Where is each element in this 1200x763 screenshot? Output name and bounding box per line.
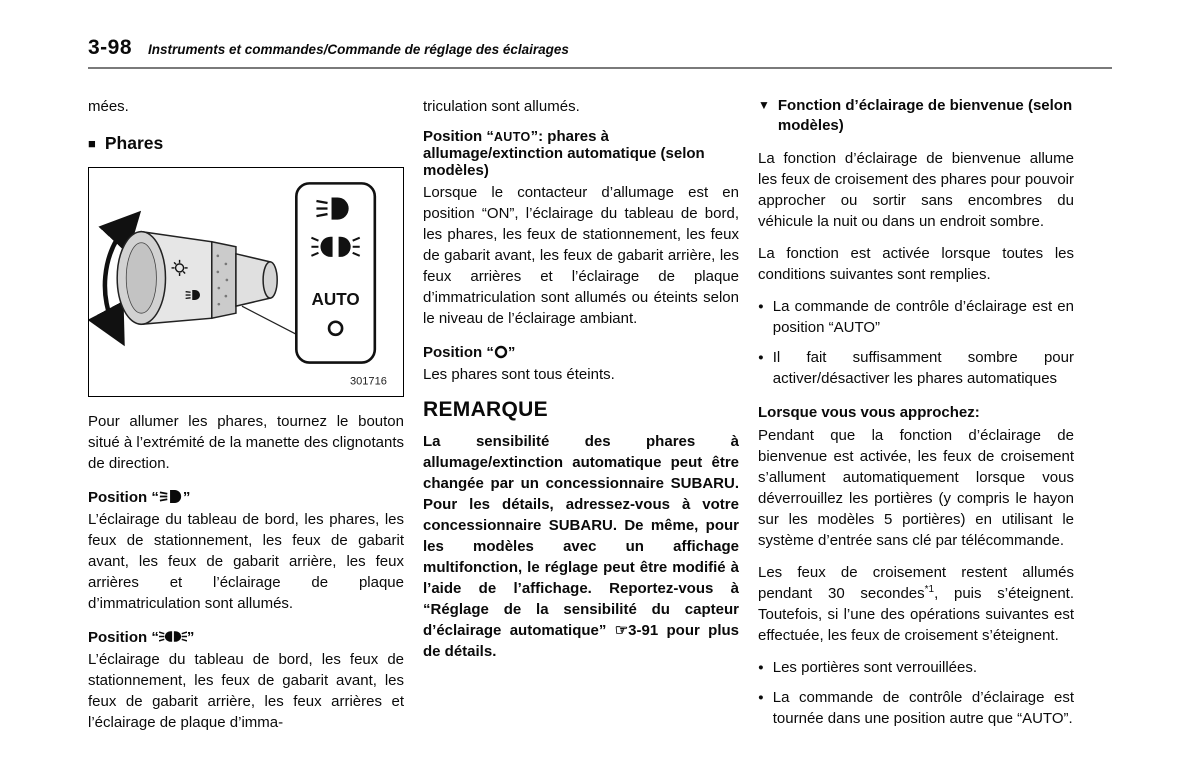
light-control-illustration (89, 168, 403, 396)
cross-reference: ☞3-91 (614, 622, 659, 639)
approach-text-end: , puis s’éteignent. Toutefois, si l’une des opérations suivantes est effectuée, les feux de croisement s’éteignent. (758, 584, 1074, 644)
bullet-text: Les portières sont verrouillées. (772, 658, 978, 676)
approach-heading: Lorsque vous vous approchez: (758, 403, 980, 421)
approach-text: Les feux de croisement restent allumés pendant 30 secondes (758, 563, 1074, 602)
column-1 (88, 96, 404, 744)
position1-paragraph: L’éclairage du tableau de bord, les phares, les feux de stationnement, les feux de gabarit avant, les feux de gabarit arrière, les feux arrières et l’éclairage de plaque d’immatriculation sont allumés. (88, 511, 404, 612)
remarque-text-end: pour plus de détails. (423, 622, 739, 660)
bullet-text: La commande de contrôle d’éclairage est tournée dans une position autre que “AUTO”. (772, 688, 1074, 727)
page-number: 3-98 (88, 36, 133, 59)
welcome-paragraph-1: La fonction d’éclairage de bienvenue allume les feux de croisement des phares pour pouvoir approcher ou sortir sans encombres du véhicule la nuit ou dans un endroit sombre. (758, 149, 1075, 230)
bullet-item-auto-position (758, 296, 1074, 338)
light-control-figure (88, 167, 404, 397)
section-heading-phares (88, 133, 404, 154)
welcome-lighting-heading (758, 96, 1074, 137)
position-heading-off (423, 344, 739, 361)
position2-paragraph: L’éclairage du tableau de bord, les feux de stationnement, les feux de gabarit avant, les feux de gabarit arrière, les feux arrières et l’éclairage de plaque d’imma- (88, 651, 404, 731)
section-marker-icon: ■ (88, 136, 96, 151)
position-lamps-icon (159, 629, 187, 644)
bullet-text: La commande de contrôle d’éclairage est en position “AUTO” (772, 297, 1074, 336)
intro-paragraph: Pour allumer les phares, tournez le bouton situé à l’extrémité de la manette des clignotants de direction. (88, 413, 405, 472)
heading-rest: ”: phares à allumage/extinction automatique (selon modèles) (423, 128, 705, 179)
panel-auto-label: AUTO (311, 290, 360, 310)
bullet-icon: ● (758, 661, 764, 673)
bullet-icon: ● (758, 691, 764, 703)
light-control-knob (117, 232, 277, 325)
welcome-title: Fonction d’éclairage de bienvenue (selon modèles) (777, 97, 1073, 135)
position-label: Position “ (88, 629, 159, 646)
continuation-text: triculation sont allumés. (423, 98, 580, 115)
footnote-marker: *1 (924, 583, 935, 595)
remarque-heading: REMARQUE (423, 398, 548, 421)
position-label: Position “ (88, 489, 159, 506)
section-title: Phares (104, 133, 164, 153)
bullet-icon: ● (758, 351, 764, 363)
bullet-icon: ● (758, 300, 764, 312)
position-quote: ” (182, 489, 191, 506)
position-label: Position “ (423, 344, 494, 361)
bullet-text: Il fait suffisamment sombre pour activer/désactiver les phares automatiques (772, 348, 1074, 387)
column-3 (758, 96, 1074, 744)
knob-headlight-icon (186, 290, 200, 300)
headlight-beam-icon (316, 197, 348, 219)
position-heading-position-lamps (88, 629, 404, 646)
welcome-paragraph-2: La fonction est activée lorsque toutes les conditions suivantes sont remplies. (758, 244, 1074, 283)
off-paragraph: Les phares sont tous éteints. (423, 366, 615, 383)
auto-word: AUTO (493, 130, 531, 144)
page-header (88, 36, 1112, 69)
column-2 (423, 96, 739, 744)
switch-position-panel (296, 183, 375, 362)
position-label: Position “ (423, 128, 494, 145)
bullet-item-doors-locked (758, 657, 1074, 678)
auto-paragraph: Lorsque le contacteur d’allumage est en position “ON”, l’éclairage du tableau de bord, les phares, les feux de stationnement, les feux de gabarit avant, les feux de gabarit arrière, les feux arrières et l’éclairage de plaque d’immatriculation sont allumés ou éteints selon le niveau de l’éclairage ambiant. (423, 184, 739, 327)
position-quote: ” (507, 344, 516, 361)
approach-paragraph-1: Pendant que la fonction d’éclairage de bienvenue est activée, les feux de croisement s’allument automatiquement lorsque vous déverrouillez les portières (y compris le hayon sur les modèles 5 portières) en utilisant le système d’entrée sans clé par télécommande. (758, 426, 1074, 549)
subsection-marker-icon: ▼ (758, 98, 770, 112)
page-header-title: Instruments et commandes/Commande de réglage des éclairages (148, 42, 569, 57)
remarque-text: La sensibilité des phares à allumage/extinction automatique peut être changée par un concessionnaire SUBARU. Pour les détails, adressez-vous à votre concessionnaire SUBARU. De même, pour les modèles avec un affichage multifonction, le réglage peut être modifié à l’aide de l’affichage. Reportez-vous à “Réglage de la sensibilité du capteur d’éclairage automatique” (423, 433, 739, 639)
pointer-line (242, 306, 296, 334)
approach-paragraph-2 (758, 562, 1074, 646)
position-heading-auto (423, 128, 739, 179)
figure-number: 301716 (349, 375, 387, 388)
position-quote: ” (186, 629, 195, 646)
position-heading-headlight (88, 489, 404, 506)
text-columns (88, 96, 1112, 744)
bullet-item-darkness (758, 347, 1074, 389)
bullet-item-switch-turned (758, 687, 1074, 729)
off-circle-icon (494, 345, 508, 359)
remarque-paragraph (423, 431, 739, 662)
continuation-text: mées. (88, 98, 129, 115)
headlight-icon (159, 489, 183, 504)
